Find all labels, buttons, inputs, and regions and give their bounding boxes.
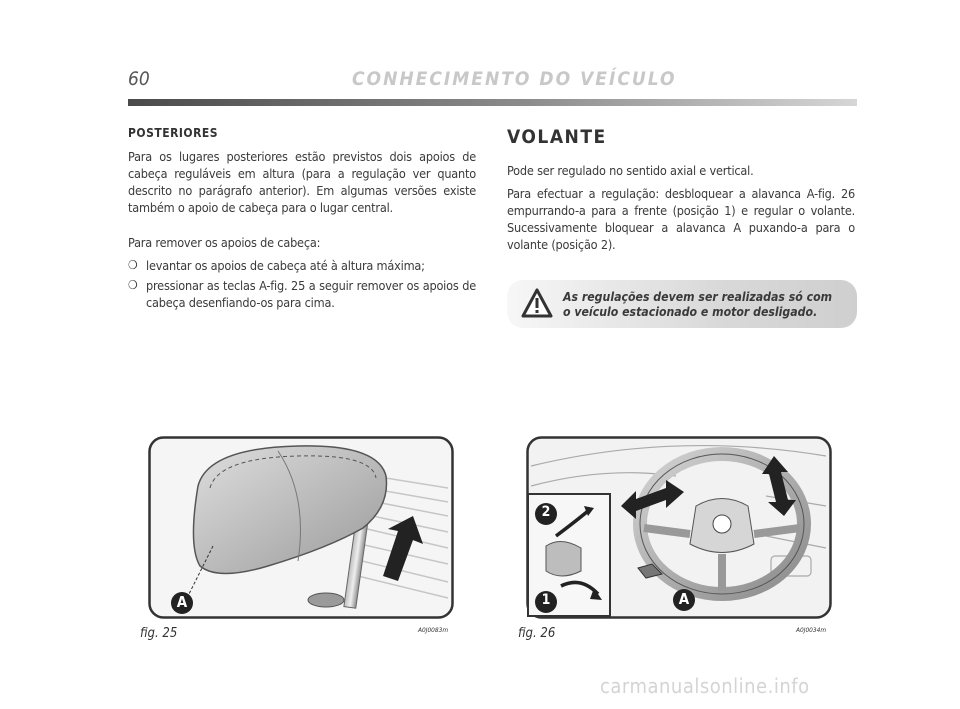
- figure-code: A0J0034m: [796, 626, 827, 634]
- figure-caption: fig. 25: [140, 626, 178, 641]
- list-item-text: pressionar as teclas A-fig. 25 a seguir remover os apoios de cabeça desenfiando-os para cima.: [146, 278, 476, 310]
- running-title: CONHECIMENTO DO VEÍCULO: [352, 68, 677, 90]
- list-item-text: levantar os apoios de cabeça até à altura máxima;: [146, 258, 425, 273]
- warning-triangle-icon: [521, 288, 553, 318]
- figure-label-2: 2: [541, 504, 551, 520]
- headrest-illustration: [148, 436, 454, 619]
- paragraph: Para remover os apoios de cabeça:: [128, 235, 321, 250]
- figure-26: [526, 436, 832, 619]
- watermark: carmanualsonline.info: [600, 674, 810, 698]
- paragraph: Pode ser regulado no sentido axial e vertical.: [507, 163, 754, 178]
- figure-code: A0J0083m: [418, 626, 449, 634]
- paragraph: Para os lugares posteriores estão previstos dois apoios de cabeça reguláveis em altura (para a regulação ver quanto descrito no parágrafo anterior). Em algumas versões existe também o apoio de cabeça para o lugar central.: [128, 149, 476, 215]
- page-number: 60: [128, 68, 150, 90]
- list-item: [128, 277, 476, 311]
- warning-box: [507, 280, 857, 328]
- header-rule: [128, 99, 857, 106]
- figure-label-a: A: [176, 593, 188, 611]
- section-title-volante: VOLANTE: [507, 126, 607, 148]
- subheading-posteriores: POSTERIORES: [128, 126, 219, 140]
- figure-label-a: A: [678, 590, 690, 608]
- right-column: [507, 126, 855, 259]
- bullet-list: [128, 257, 476, 311]
- figure-caption: fig. 26: [518, 626, 556, 641]
- bullet-icon: ❍: [128, 278, 138, 292]
- bullet-icon: ❍: [128, 258, 138, 272]
- figure-label-1: 1: [541, 592, 551, 608]
- list-item: [128, 257, 476, 274]
- warning-text: As regulações devem ser realizadas só com o veículo estacionado e motor desligado.: [563, 290, 833, 319]
- figure-25: [148, 436, 454, 619]
- paragraph: Para efectuar a regulação: desbloquear a alavanca A-fig. 26 empurrando-a para a frente (posição 1) e regular o volante. Sucessivamente bloquear a alavanca A puxando-a para o volante (posição 2).: [507, 186, 855, 252]
- left-column: [128, 126, 476, 314]
